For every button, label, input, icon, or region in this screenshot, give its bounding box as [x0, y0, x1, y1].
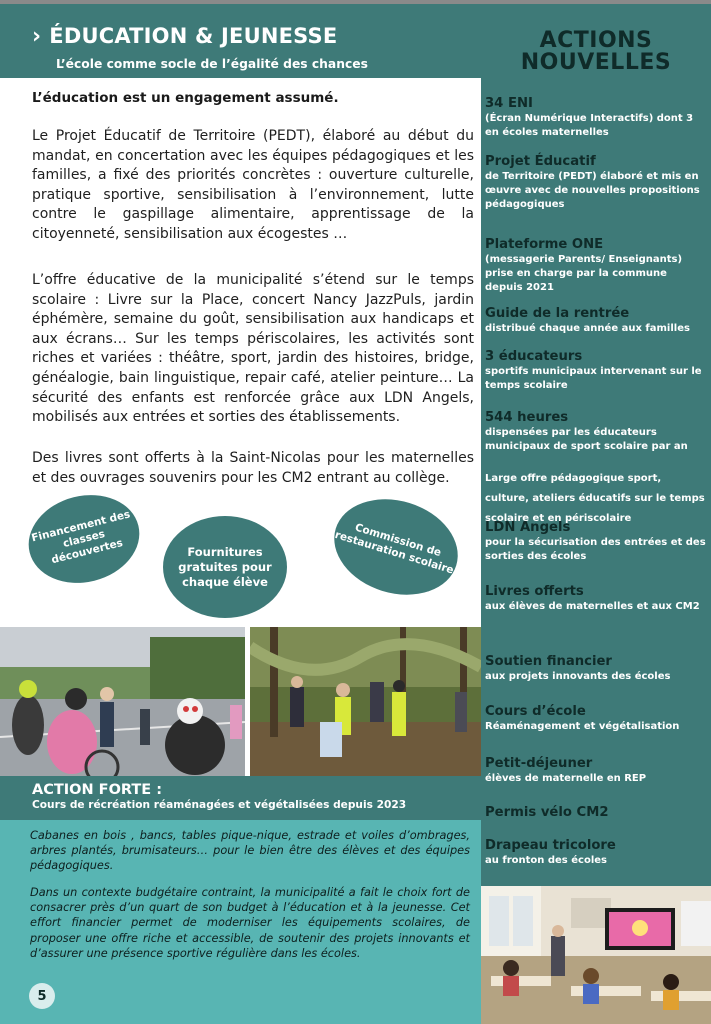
photo-classroom — [481, 886, 711, 1024]
action-heading: 34 ENI — [485, 96, 533, 111]
action-forte-header — [0, 776, 481, 820]
section-title — [32, 24, 337, 49]
photo-woods-activity — [250, 627, 481, 776]
bubble-label: Commission de restauration scolaire — [333, 521, 456, 577]
section-subtitle: L’école comme socle de l’égalité des chances — [56, 57, 368, 71]
action-forte-paragraph-1: Cabanes en bois , bancs, tables pique-nique, estrade et voiles d’ombrages, arbres plantés, brumisateurs… pour le bien être des élèves et des équipes pédagogiques. — [30, 829, 470, 873]
actions-nouvelles-column — [481, 4, 711, 886]
action-item-educateurs — [485, 349, 707, 393]
action-item-permis-velo — [485, 805, 707, 821]
action-heading: Projet Éducatif — [485, 154, 596, 169]
bubble-label: Financement des classes découvertes — [30, 507, 132, 566]
bubble-classes-decouvertes — [19, 484, 148, 595]
offre-highlight: offre pédagogique — [520, 473, 625, 484]
action-description: aux élèves de maternelles et aux CM2 — [485, 601, 700, 612]
action-forte-body — [0, 820, 481, 1024]
action-heading: 3 éducateurs — [485, 349, 583, 364]
actions-title-line1: ACTIONS — [539, 28, 653, 53]
paragraph-livres: Des livres sont offerts à la Saint-Nicolas pour les maternelles et des ouvrages souvenirs pour les CM2 entrant au collège. — [32, 450, 474, 486]
section-header — [0, 4, 481, 78]
action-heading: Guide de la rentrée — [485, 306, 630, 321]
photo-bikes-image — [0, 627, 245, 776]
action-description: au fronton des écoles — [485, 855, 607, 866]
action-item-offre-pedagogique — [485, 466, 707, 526]
action-forte-title: ACTION FORTE : — [32, 782, 163, 798]
bubble-commission-restauration — [322, 485, 469, 610]
action-heading: 544 heures — [485, 410, 569, 425]
photo-bikes-schoolyard — [0, 627, 245, 776]
actions-title-line2: NOUVELLES — [520, 50, 672, 75]
section-title-text: ÉDUCATION & JEUNESSE — [49, 24, 338, 48]
action-heading: Soutien financier — [485, 654, 612, 669]
offre-suffix: sport, culture, ateliers éducatifs sur le temps scolaire et en périscolaire — [485, 473, 705, 524]
action-item-pedt — [485, 154, 707, 212]
action-item-eni — [485, 96, 707, 140]
action-heading: Petit-déjeuner — [485, 756, 593, 771]
action-description: distribué chaque année aux familles — [485, 323, 690, 334]
paragraph-offre-educative: L’offre éducative de la municipalité s’étend sur le temps scolaire : Livre sur la Place, concert Nancy JazzPuls, jardin éphémère, semaine du goût, sensibilisation aux handicaps et aux écrans… Sur les temps périscolaires, les activités sont riches et variées : théâtre, sport, jardin des histoires, bridge, généalogie, bain linguistique, repair café, atelier peinture… La sécurité des enfants est renforcée grâce aux LDN Angels, mobilisés aux entrées et sorties des établissements. — [32, 272, 474, 426]
bubble-label: Fournitures gratuites pour chaque élève — [178, 544, 272, 589]
action-heading: LDN Angels — [485, 520, 571, 535]
action-description: (Écran Numérique Interactifs) dont 3 en écoles maternelles — [485, 113, 694, 138]
photo-woods-image — [250, 627, 481, 776]
action-description: dispensées par les éducateurs municipaux de sport scolaire par an — [485, 427, 688, 452]
action-item-ldn-angels — [485, 520, 707, 564]
action-heading: Permis vélo CM2 — [485, 805, 609, 820]
action-item-guide-rentree — [485, 306, 707, 336]
photo-classroom-image — [481, 886, 711, 1024]
action-description: (messagerie Parents/ Enseignants) prise en charge par la commune depuis 2021 — [485, 254, 683, 293]
actions-nouvelles-title — [481, 30, 711, 74]
action-item-cours-ecole — [485, 704, 707, 734]
action-item-plateforme-one — [485, 237, 707, 295]
action-description: de Territoire (PEDT) élaboré et mis en œuvre avec de nouvelles propositions pédagogiques — [485, 171, 700, 210]
action-item-544-heures — [485, 410, 707, 454]
action-description: élèves de maternelle en REP — [485, 773, 647, 784]
action-forte-paragraph-2: Dans un contexte budgétaire contraint, la municipalité a fait le choix fort de consacrer près d’un quart de son budget à l’éducation et à la jeunesse. Cet effort financier permet de moderniser les équipements scolaires, de proposer une offre riche et accessible, de soutenir des projets innovants et d’assurer une présence sportive régulière dans les écoles. — [30, 886, 470, 960]
paragraph-pedt: Le Projet Éducatif de Territoire (PEDT), élaboré au début du mandat, en concertation avec les équipes pédagogiques et les familles, a fixé des priorités concrètes : ouverture culturelle, pratique sportive, sensibilisation à l’environnement, lutte contre le gaspillage alimentaire, apprentissage de la citoyenneté, sensibilisation aux écogestes … — [32, 128, 474, 242]
action-item-livres-offerts — [485, 584, 707, 614]
action-forte-subtitle: Cours de récréation réaménagées et végétalisées depuis 2023 — [32, 799, 407, 811]
action-heading: Drapeau tricolore — [485, 838, 616, 853]
page-number: 5 — [29, 983, 55, 1009]
lead-sentence: L’éducation est un engagement assumé. — [32, 90, 339, 106]
action-heading: Plateforme ONE — [485, 237, 604, 252]
action-item-drapeau — [485, 838, 707, 868]
action-description: sportifs municipaux intervenant sur le temps scolaire — [485, 366, 702, 391]
action-heading: Livres offerts — [485, 584, 584, 599]
action-heading: Cours d’école — [485, 704, 586, 719]
action-description: pour la sécurisation des entrées et des sorties des écoles — [485, 537, 706, 562]
action-description: aux projets innovants des écoles — [485, 671, 671, 682]
offre-prefix: Large — [485, 473, 521, 484]
chevron-right-icon: › — [32, 24, 42, 49]
action-description: Réaménagement et végétalisation — [485, 721, 680, 732]
action-item-petit-dejeuner — [485, 756, 707, 786]
bubble-fournitures — [163, 516, 287, 618]
action-item-soutien-financier — [485, 654, 707, 684]
